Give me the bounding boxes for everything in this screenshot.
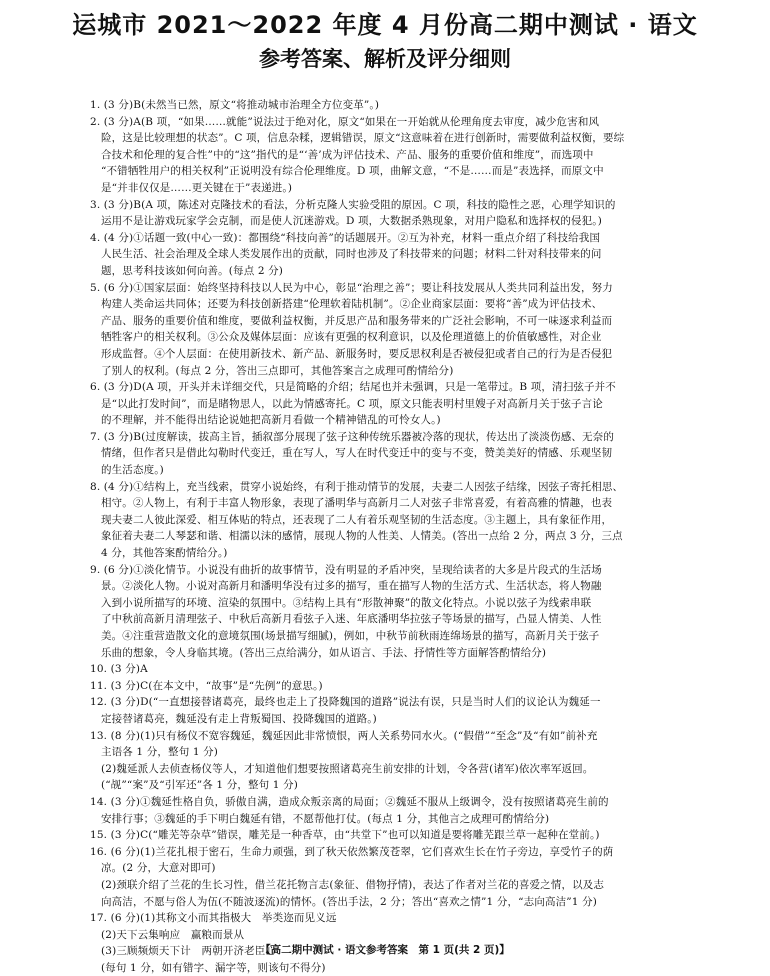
answer-line: 6. (3 分)D(A 项，开头并未详细交代，只是简略的介绍；结尾也并未强调，只是一笔带过。B 项，清扫弦子并不	[90, 381, 616, 394]
answer-item	[90, 728, 690, 794]
answer-line: 7. (3 分)B(过度解读，拔高主旨，插叙部分展现了弦子这种传统乐器被冷落的现状，传达出了淡淡伤感、无奈的	[90, 430, 614, 443]
answer-line: (2)天下云集响应 赢粮而景从	[101, 928, 245, 941]
answer-item	[90, 479, 690, 562]
answer-line: 形成监督。④个人层面：在使用新技术、新产品、新服务时，要反思权利是否被侵犯或者自己的行为是否侵犯	[101, 347, 613, 360]
answer-line: 9. (6 分)①淡化情节。小说没有曲折的故事情节，没有明显的矛盾冲突，呈现给读者的大多是片段式的生活场	[90, 563, 602, 576]
answer-line: 运用不是让游戏玩家学会克制，而是使人沉迷游戏。D 项，大数据杀熟现象，对用户隐私和选择权的侵犯。)	[101, 215, 602, 228]
answer-line: (每句 1 分，如有错字、漏字等，则该句不得分)	[101, 961, 326, 974]
answer-line: 美。④注重营造散文化的意境氛围(场景描写细腻)，例如，中秋节前秋雨连绵场景的描写，高新月关于弦子	[101, 630, 600, 642]
answer-line: 象征着夫妻二人琴瑟和谐、相濡以沫的感情，展现人物的人性美、人情美。(答出一点给 2 分，两点 3 分，三点	[101, 530, 623, 543]
answer-line: 了别人的权利。(每点 2 分，答出三点即可，其他答案言之成理可酌情给分)	[101, 364, 454, 377]
answer-line: 产品、服务的重要价值和维度，要做利益权衡，并反思产品和服务带来的广泛社会影响，不可一味逐求利益而	[101, 314, 613, 327]
answer-line: 安排行事；③魏延的手下明白魏延有错，不愿帮他打仗。(每点 1 分，其他言之成理可酌情给分)	[101, 812, 550, 825]
answer-line: (3)三顾频烦天下计 两朝开济老臣心	[101, 945, 277, 958]
answer-line: 1. (3 分)B(未然当已然，原文“将推动城市治理全方位变革”。)	[90, 99, 380, 111]
answer-item	[90, 661, 690, 678]
answer-item	[90, 230, 690, 280]
answer-line: 的不理解，并不能得出结论说她把高新月看做一个精神错乱的可怜女人。)	[101, 414, 441, 427]
answer-line: 相守。②人物上，有利于丰富人物形象，表现了潘明华与高新月二人对弦子非常喜爱，有着高雅的情趣，也表	[101, 497, 613, 510]
document-subtitle: 参考答案、解析及评分细则	[259, 47, 511, 71]
answer-line: 的生活态度。)	[101, 464, 164, 477]
answer-list	[90, 97, 690, 976]
answer-line: 2. (3 分)A(B 项，“如果……就能”说法过于绝对化，原文“如果在一开始就从伦理角度去审度，减少危害和风	[90, 115, 600, 128]
answer-line: 14. (3 分)①魏延性格自负，骄傲自满，造成众叛亲离的局面；②魏延不服从上级调令，没有按照诸葛亮生前的	[90, 795, 609, 808]
answer-line: 合技术和伦理的复合性”中的“这”指代的是“‘善’成为评估技术、产品、服务的重要价值和维度”，而选项中	[101, 148, 594, 161]
answer-line: 凉。(2 分，大意对即可)	[101, 862, 216, 875]
answer-item	[90, 694, 690, 727]
answer-line: 15. (3 分)C(“雕芜等杂草”错误，雕芜是一种香草，由“共堂下”也可以知道是要将雕芜跟兰草一起种在堂前。)	[90, 829, 600, 842]
answer-item	[90, 678, 690, 695]
answer-item	[90, 429, 690, 479]
answer-line: 了中秋前高新月清理弦子、中秋后高新月看弦子入迷、年底潘明华拉弦子等场景的描写，凸显人情美、人性	[101, 613, 602, 626]
answer-line: 定接替诸葛亮，魏延没有走上背叛蜀国、投降魏国的道路。)	[101, 712, 377, 725]
answer-line: 险，这是比较理想的状态”。C 项，信息杂糅，逻辑错误，原文“这意味着在进行创新时，需要做利益权衡，要综	[101, 132, 625, 145]
answer-item	[90, 197, 690, 230]
answer-line: 10. (3 分)A	[90, 663, 148, 676]
answer-line: 牺牲客户的相关权利。③公众及媒体层面：应该有更强的权利意识，以及伦理道德上的价值敏感性，对企业	[101, 331, 602, 344]
answer-line: 题，思考科技该如何向善。(每点 2 分)	[101, 264, 284, 277]
answer-line: “不错牺牲用户的相关权利”正说明没有综合伦理维度。D 项，曲解文意，“不是……而是”表选择，而原文中	[101, 165, 604, 178]
answer-line: 13. (8 分)(1)只有杨仪不宽容魏延，魏延因此非常愤恨，两人关系势同水火。(“假借”“至念”及“有如”前补充	[90, 729, 598, 742]
answer-line: 主语各 1 分，整句 1 分)	[101, 746, 219, 759]
answer-line: 向高洁，不愿与俗人为伍(不随波逐流)的情怀。(答出手法，2 分；答出“喜欢之情”1 分，“志向高洁”1 分)	[101, 895, 598, 908]
answer-item	[90, 562, 690, 662]
answer-line: 17. (6 分)(1)其称文小而其指极大 举类迩而见义远	[90, 912, 337, 925]
answer-line: 16. (6 分)(1)兰花扎根于密石，生命力顽强，到了秋天依然繁茂苍翠，它们喜欢生长在竹子旁边，享受竹子的荫	[90, 845, 614, 858]
answer-line: 构建人类命运共同体；还要为科技创新搭建“伦理软着陆机制”。②企业商家层面：要将“善”成为评估技术、	[101, 298, 603, 311]
answer-line: 入到小说所描写的环境、渲染的氛围中。③结构上具有“形散神聚”的散文化特点。小说以弦子为线索串联	[101, 596, 592, 609]
answer-line: 是“以此打发时间”，而是睹物思人，以此为情感寄托。C 项，原文只能表明村里嫂子对高新月关于弦子言论	[101, 397, 603, 410]
answer-line: 情绪，但作者只是借此勾勒时代变迁，重在写人，写人在时代变迁中的变与不变，赞美美好的情感、乐观坚韧	[101, 447, 613, 460]
answer-item	[90, 844, 690, 910]
answer-line: (2)颈联介绍了兰花的生长习性，借兰花托物言志(象征、借物抒情)，表达了作者对兰花的喜爱之情，以及志	[101, 878, 605, 891]
answer-line: (2)魏延派人去侦查杨仪等人，才知道他们想要按照诸葛亮生前安排的计划，令各营(诸军)依次率军返回。	[101, 762, 594, 775]
answer-line: 12. (3 分)D(“一直想接替诸葛亮，最终也走上了投降魏国的道路”说法有误，只是当时人们的议论认为魏延一	[90, 696, 601, 709]
answer-line: 3. (3 分)B(A 项，陈述对克隆技术的看法，分析克隆人实验受阻的原因。C 项，科技的隐性之恶，心理学知识的	[90, 198, 616, 211]
answer-line: 8. (4 分)①结构上，充当线索，贯穿小说始终，有利于推动情节的发展，夫妻二人因弦子结缘，因弦子寄托相思、	[90, 480, 624, 493]
answer-line: 11. (3 分)C(在本文中，“故事”是“先例”的意思。)	[90, 679, 323, 692]
document-title: 运城市 2021～2022 年度 4 月份高二期中测试 · 语文	[72, 11, 698, 39]
answer-item	[90, 379, 690, 429]
page-footer: 【高二期中测试 · 语文参考答案 第 1 页(共 2 页)】	[260, 944, 510, 956]
answer-item	[90, 794, 690, 827]
answer-line: 4 分，其他答案酌情给分。)	[101, 547, 228, 560]
answer-line: 景。②淡化人物。小说对高新月和潘明华没有过多的描写，重在描写人物的生活方式、生活状态，将人物融	[101, 580, 602, 593]
answer-line: (“觇”“案”及“引军还”各 1 分，整句 1 分)	[101, 779, 299, 792]
answer-item	[90, 114, 690, 197]
answer-line: 是“并非仅仅是……更关键在于”表递进。)	[101, 181, 293, 194]
answer-item	[90, 97, 690, 114]
answer-line: 现夫妻二人彼此深爱、相互体贴的特点，还表现了二人有着乐观坚韧的生活态度。③主题上，具有象征作用，	[101, 513, 613, 526]
answer-item	[90, 280, 690, 380]
answer-line: 人民生活、社会治理及全球人类发展作出的贡献，同时也涉及了科技带来的问题；材料二针对科技带来的问	[101, 248, 602, 261]
answer-item	[90, 827, 690, 844]
answer-line: 乐曲的想象，令人身临其境。(答出三点给满分，如从语言、手法、抒情性等方面解答酌情给分)	[101, 646, 547, 659]
answer-line: 5. (6 分)①国家层面：始终坚持科技以人民为中心，彰显“治理之善”；要让科技发展从人类共同利益出发，努力	[90, 281, 613, 294]
answer-line: 4. (4 分)①话题一致(中心一致)：都围绕“科技向善”的话题展开。②互为补充，材料一重点介绍了科技给我国	[90, 231, 601, 244]
